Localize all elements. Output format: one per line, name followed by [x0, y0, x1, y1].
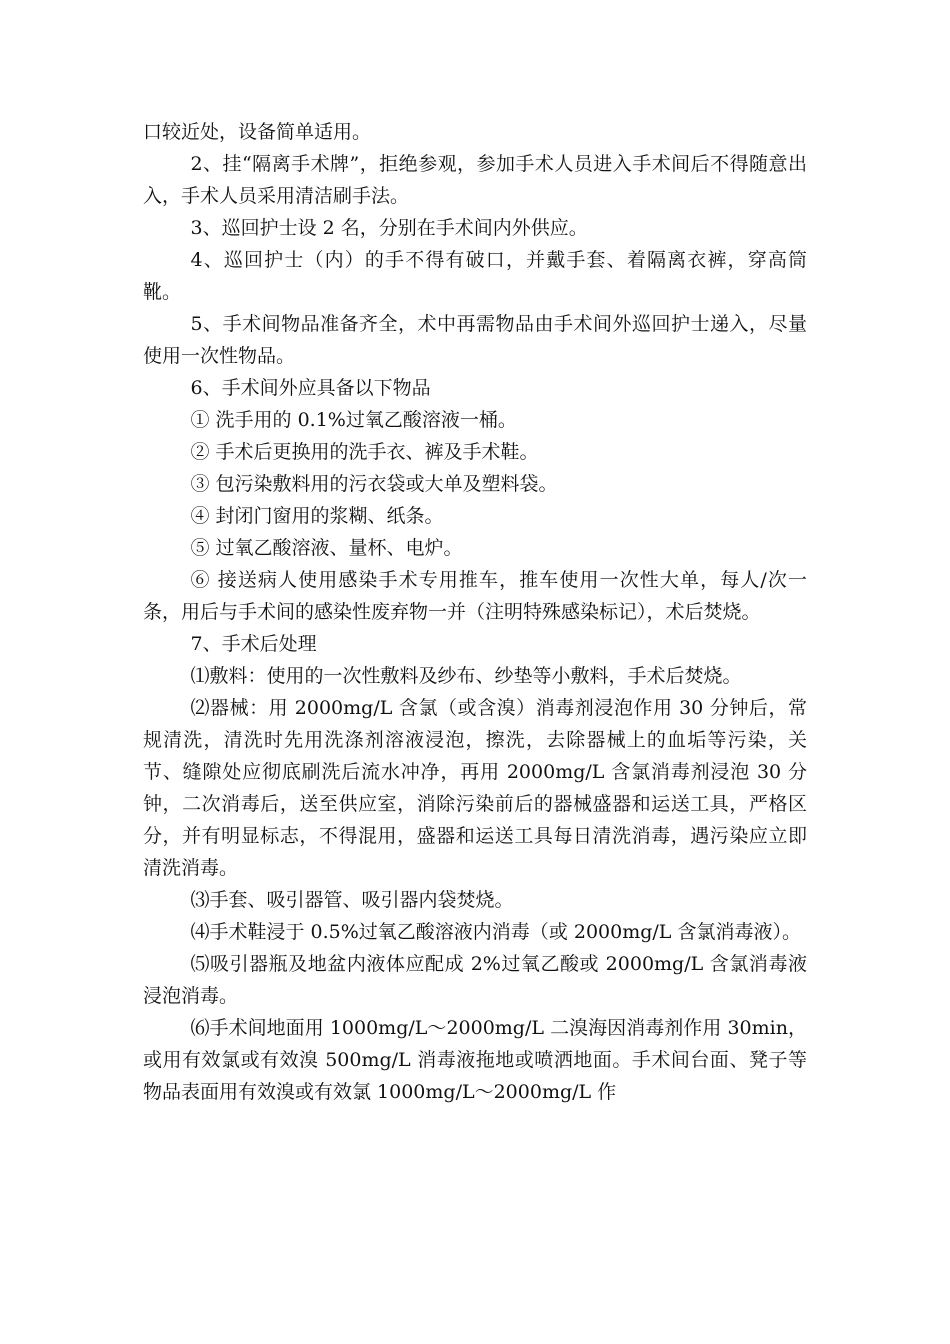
paragraph: 6、手术间外应具备以下物品: [190, 377, 431, 399]
paragraph: 3、巡回护士设 2 名，分别在手术间内外供应。: [190, 217, 588, 239]
paragraph: 口较近处，设备简单适用。: [143, 121, 372, 143]
paragraph: 4、巡回护士（内）的手不得有破口，并戴手套、着隔离衣裤，穿高筒靴。: [143, 249, 807, 303]
paragraph: 5、手术间物品准备齐全，术中再需物品由手术间外巡回护士递入，尽量使用一次性物品。: [143, 313, 807, 367]
paragraph: 2、挂“隔离手术牌”，拒绝参观，参加手术人员进入手术间后不得随意出入，手术人员采用清洁刷手法。: [143, 153, 807, 207]
list-item: ⑴敷料：使用的一次性敷料及纱布、纱垫等小敷料，手术后焚烧。: [190, 665, 742, 687]
list-item: ③ 包污染敷料用的污衣袋或大单及塑料袋。: [190, 473, 558, 495]
list-item: ⑹手术间地面用 1000mg/L～2000mg/L 二溴海因消毒剂作用 30min，或用有效氯或有效溴 500mg/L 消毒液拖地或喷洒地面。手术间台面、凳子等物品表面用有效溴或有效氯 1000mg/L～2000mg/L 作: [143, 1017, 807, 1103]
list-item: ⑥ 接送病人使用感染手术专用推车，推车使用一次性大单，每人/次一条，用后与手术间的感染性废弃物一并（注明特殊感染标记），术后焚烧。: [143, 569, 807, 623]
list-item: ② 手术后更换用的洗手衣、裤及手术鞋。: [190, 441, 539, 463]
list-item: ⑷手术鞋浸于 0.5%过氧乙酸溶液内消毒（或 2000mg/L 含氯消毒液）。: [190, 921, 801, 943]
list-item: ⑸吸引器瓶及地盆内液体应配成 2%过氧乙酸或 2000mg/L 含氯消毒液浸泡消毒。: [143, 953, 807, 1007]
list-item: ④ 封闭门窗用的浆糊、纸条。: [190, 505, 444, 527]
list-item: ⑤ 过氧乙酸溶液、量杯、电炉。: [190, 537, 463, 559]
list-item: ① 洗手用的 0.1%过氧乙酸溶液一桶。: [190, 409, 517, 431]
list-item: ⑵器械：用 2000mg/L 含氯（或含溴）消毒剂浸泡作用 30 分钟后，常规清洗，清洗时先用洗涤剂溶液浸泡，擦洗，去除器械上的血垢等污染，关节、缝隙处应彻底刷洗后流水冲净，再用 2000mg/L 含氯消毒剂浸泡 30 分钟，二次消毒后，送至供应室，消除污染前后的器械盛器和运送工具，严格区分，并有明显标志，不得混用，盛器和运送工具每日清洗消毒，遇污染应立即清洗消毒。: [143, 697, 807, 879]
list-item: ⑶手套、吸引器管、吸引器内袋焚烧。: [190, 889, 514, 911]
paragraph: 7、手术后处理: [190, 633, 317, 655]
document-page: [143, 116, 807, 1108]
